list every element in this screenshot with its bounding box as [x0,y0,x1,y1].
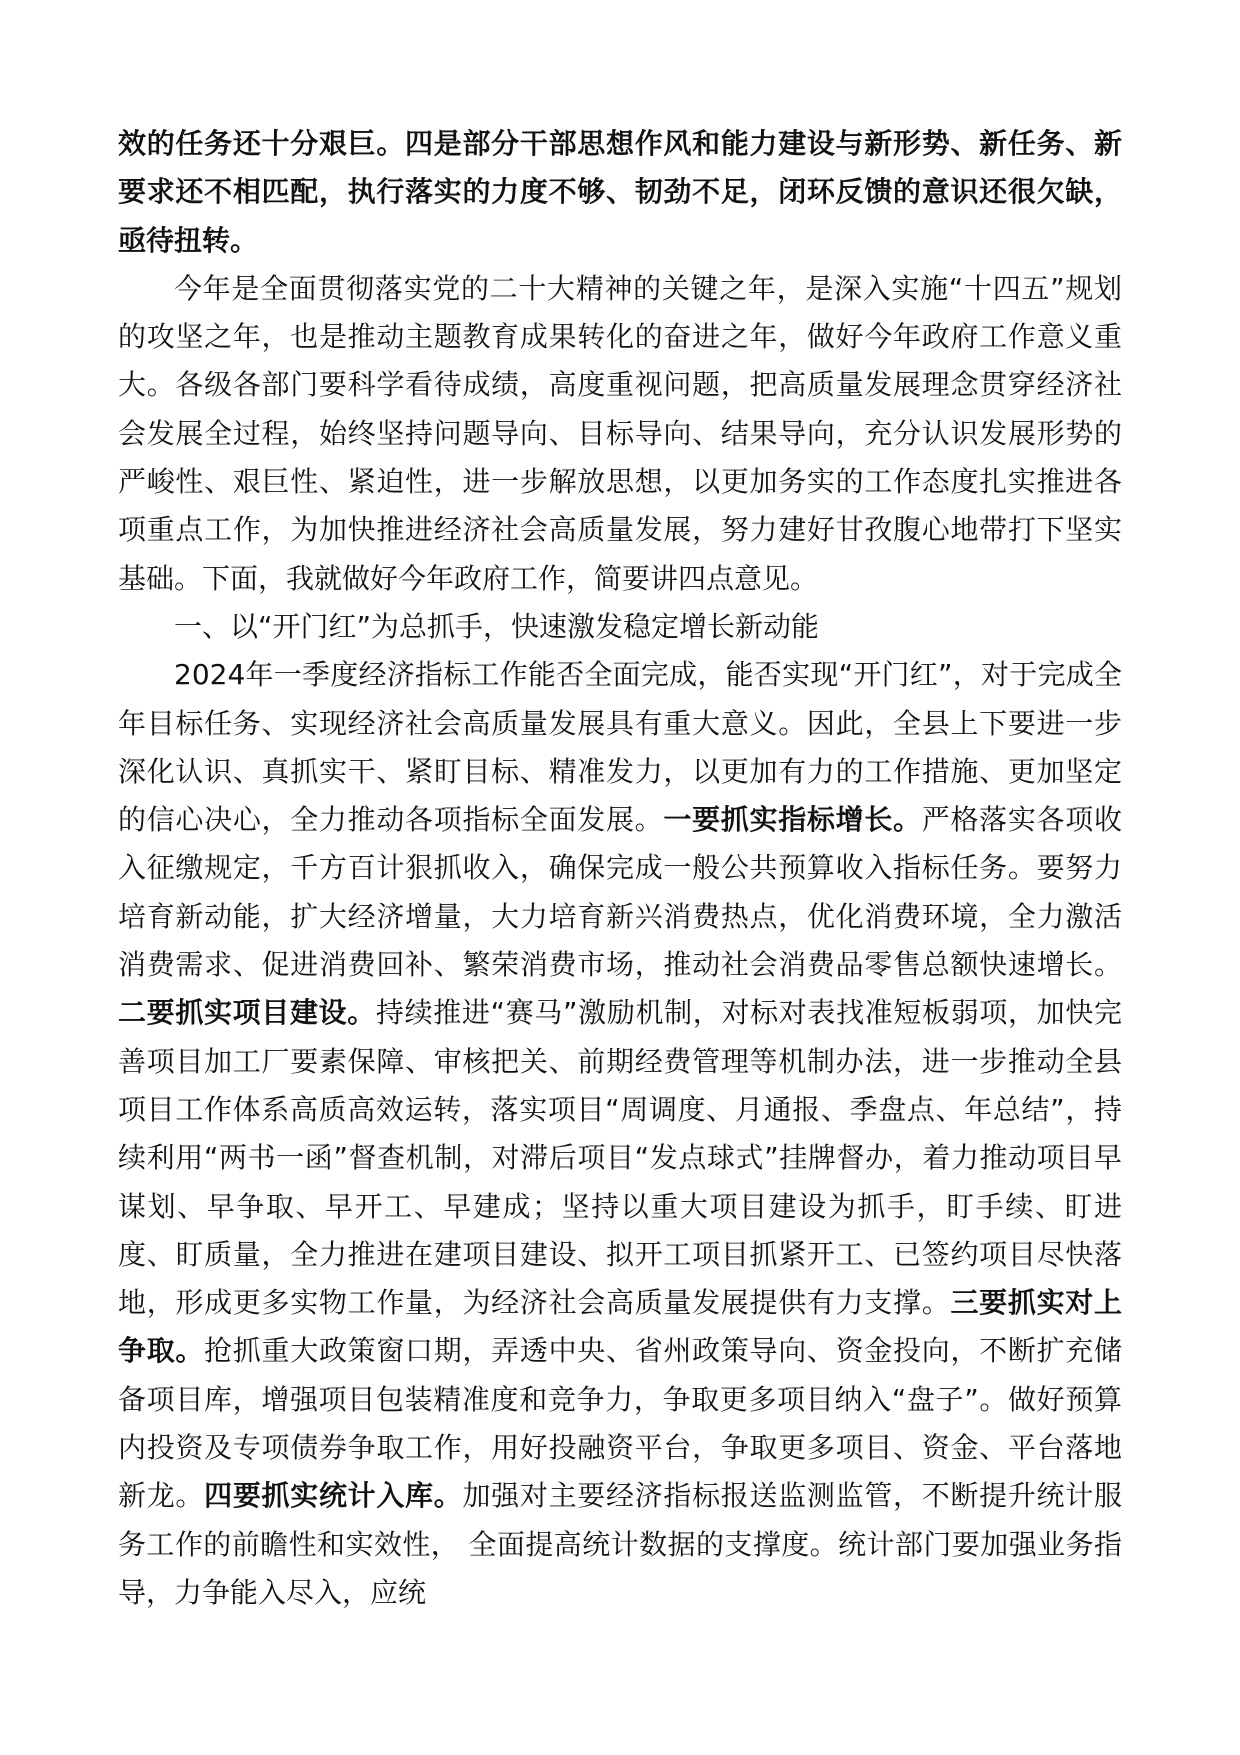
body-text: 加强对主要经济指标报送监测监管，不断提升统计服务工作的前瞻性和实效性， 全面提高统计数据的支撑度。统计部门要加强业务指导，力争能入尽入，应统 [118,1479,1122,1609]
body-text: 持续推进“赛马”激励机制，对标对表找准短板弱项，加快完善项目加工厂要素保障、审核把关、前期经费管理等机制办法，进一步推动全县项目工作体系高质高效运转，落实项目“周调度、月通报、季盘点、年总结”，持续利用“两书一函”督查机制，对滞后项目“发点球式”挂牌督办，着力推动项目早谋划、早争取、早开工、早建成；坚持以重大项目建设为抓手，盯手续、盯进度、盯质量，全力推进在建项目建设、拟开工项目抓紧开工、已签约项目尽快落地，形成更多实物工作量，为经济社会高质量发展提供有力支撑。 [118,996,1122,1320]
section-heading: 一、以“开门红”为总抓手，快速激发稳定增长新动能 [174,609,820,643]
body-text: 抢抓重大政策窗口期，弄透中央、省州政策导向、资金投向，不断扩充储备项目库，增强项目包装精准度和竞争力，争取更多项目纳入“盘子”。做好预算内投资及专项债券争取工作，用好投融资平台，争取更多项目、资金、平台落地新龙。 [118,1334,1122,1513]
document-page [118,120,1122,1617]
lead-point-3: 三要抓实对上争取。 [118,1286,1122,1368]
lead-point-4: 四要抓实统计入库。 [204,1479,463,1513]
lead-point-1: 一要抓实指标增长。 [663,803,922,837]
lead-point-2: 二要抓实项目建设。 [118,996,376,1030]
paragraph-intro: 今年是全面贯彻落实党的二十大精神的关键之年，是深入实施“十四五”规划的攻坚之年，也是推动主题教育成果转化的奋进之年，做好今年政府工作意义重大。各级各部门要科学看待成绩，高度重视问题，把高质量发展理念贯穿经济社会发展全过程，始终坚持问题导向、目标导向、结果导向，充分认识发展形势的严峻性、艰巨性、紧迫性，进一步解放思想，以更加务实的工作态度扎实推进各项重点工作，为加快推进经济社会高质量发展，努力建好甘孜腹心地带打下坚实基础。下面，我就做好今年政府工作，简要讲四点意见。 [118,271,1122,595]
body-text: 严格落实各项收入征缴规定，千方百计狠抓收入，确保完成一般公共预算收入指标任务。要努力培育新动能，扩大经济增量，大力培育新兴消费热点，优化消费环境，全力激活消费需求、促进消费回补、繁荣消费市场，推动社会消费品零售总额快速增长。 [118,803,1122,982]
paragraph-continuation: 效的任务还十分艰巨。四是部分干部思想作风和能力建设与新形势、新任务、新要求还不相匹配，执行落实的力度不够、韧劲不足，闭环反馈的意识还很欠缺，亟待扭转。 [118,127,1122,257]
paragraph-section-body [118,651,1122,1617]
body-text: 2024年一季度经济指标工作能否全面完成，能否实现“开门红”，对于完成全年目标任务、实现经济社会高质量发展具有重大意义。因此，全县上下要进一步深化认识、真抓实干、紧盯目标、精准发力，以更加有力的工作措施、更加坚定的信心决心，全力推动各项指标全面发展。 [118,658,1122,837]
